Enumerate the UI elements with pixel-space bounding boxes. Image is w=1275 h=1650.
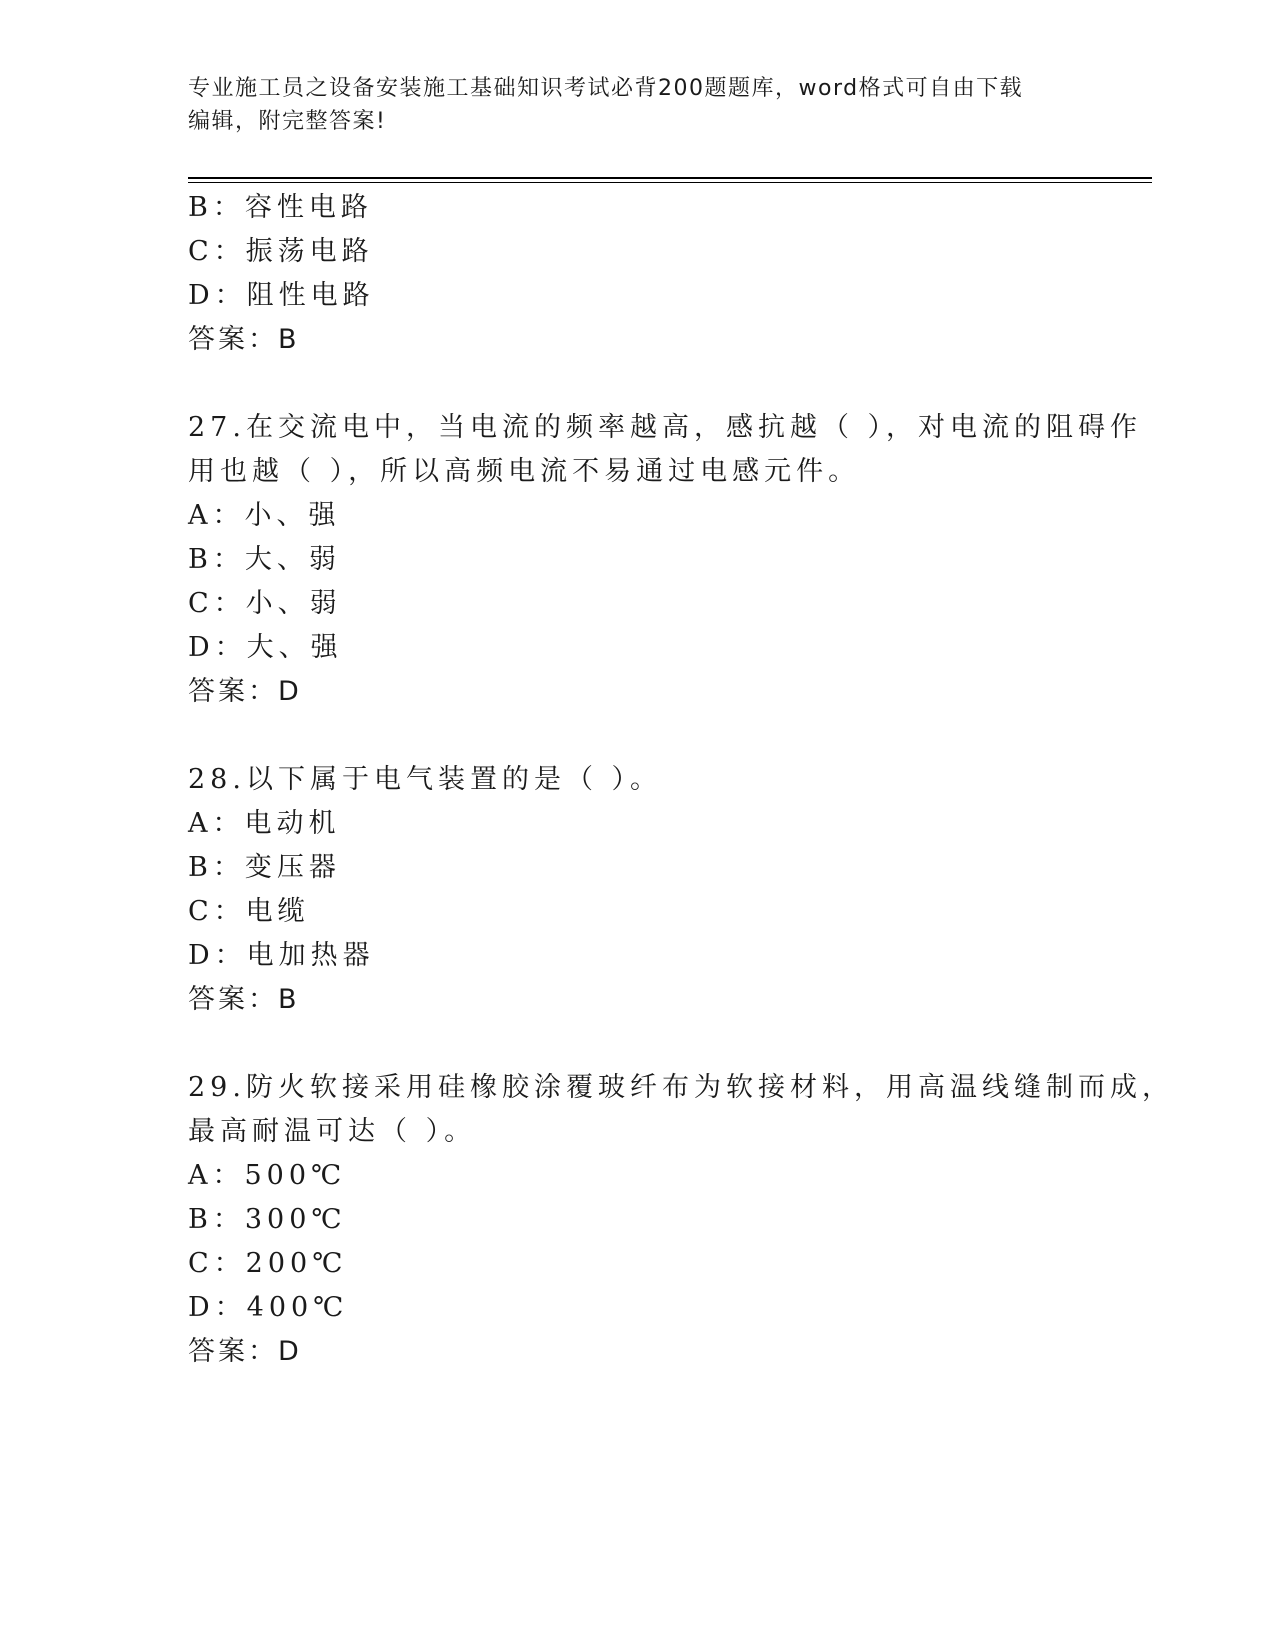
q27-option-c: C：小、弱 — [188, 588, 342, 619]
document-header — [188, 72, 1068, 138]
header-divider-thin — [188, 182, 1152, 183]
q28-option-c: C：电缆 — [188, 896, 310, 927]
q27-answer: 答案：D — [188, 676, 302, 707]
q26-answer: 答案：B — [188, 324, 300, 355]
q27-stem-line-2: 用也越（ ），所以高频电流不易通过电感元件。 — [188, 456, 861, 487]
q27-option-d: D：大、强 — [188, 632, 343, 663]
q29-option-b: B：300℃ — [188, 1204, 347, 1235]
q29-stem-line-1: 29.防火软接采用硅橡胶涂覆玻纤布为软接材料，用高温线缝制而成， — [188, 1072, 1174, 1103]
header-title-line-1: 专业施工员之设备安装施工基础知识考试必背200题题库，word格式可自由下载 — [188, 76, 1024, 101]
q29-option-a: A：500℃ — [188, 1160, 347, 1191]
q28-option-a: A：电动机 — [188, 808, 341, 839]
q29-option-d: D：400℃ — [188, 1292, 349, 1323]
q28-option-b: B：变压器 — [188, 852, 341, 883]
q29-answer: 答案：D — [188, 1336, 302, 1367]
q28-answer: 答案：B — [188, 984, 300, 1015]
q29-stem-line-2: 最高耐温可达（ ）。 — [188, 1116, 477, 1147]
header-divider-thick — [188, 177, 1152, 179]
q29-option-c: C：200℃ — [188, 1248, 348, 1279]
q26-option-d: D：阻性电路 — [188, 280, 375, 311]
q26-option-b: B：容性电路 — [188, 192, 373, 223]
q26-option-c: C：振荡电路 — [188, 236, 374, 267]
q27-option-b: B：大、弱 — [188, 544, 341, 575]
q28-stem-line-1: 28.以下属于电气装置的是（ ）。 — [188, 764, 663, 795]
q27-stem-line-1: 27.在交流电中，当电流的频率越高，感抗越（ ），对电流的阻碍作 — [188, 412, 1143, 443]
header-title-line-2: 编辑，附完整答案! — [188, 109, 387, 134]
q28-option-d: D：电加热器 — [188, 940, 375, 971]
q27-option-a: A：小、强 — [188, 500, 341, 531]
